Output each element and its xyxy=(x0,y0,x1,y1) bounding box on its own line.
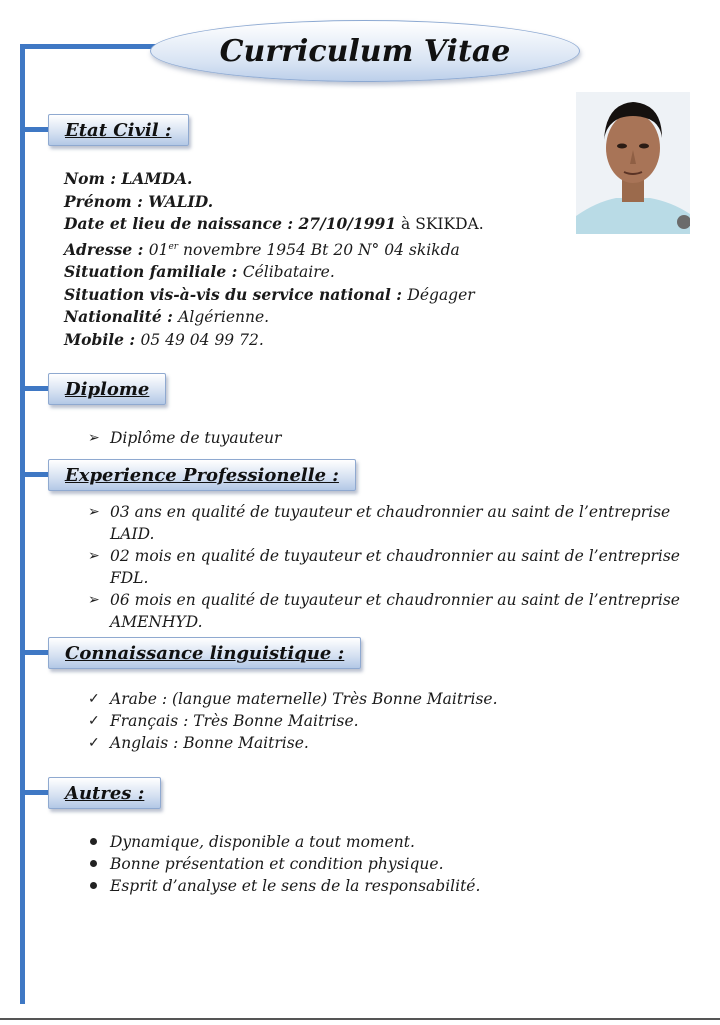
item-text: Français : Très Bonne Maitrise. xyxy=(110,712,359,730)
etat-civil-details xyxy=(64,168,534,351)
item-text: FDL. xyxy=(110,569,149,587)
list-item xyxy=(88,732,498,754)
timeline-line xyxy=(20,44,25,1004)
field-label: Situation familiale : xyxy=(64,262,243,282)
field-value: Célibataire. xyxy=(242,263,335,282)
section-title: Diplome xyxy=(65,378,150,400)
field-label: Mobile : xyxy=(64,329,141,349)
item-text: 02 mois en qualité de tuyauteur et chaudronnier au saint de l’entreprise xyxy=(110,547,680,565)
title-banner xyxy=(150,20,580,82)
section-header xyxy=(48,373,166,405)
list-item xyxy=(88,688,498,710)
naissance-line xyxy=(64,213,534,236)
langues-list xyxy=(88,688,498,754)
field-value: novembre 1954 Bt 20 N° 04 skikda xyxy=(178,240,460,259)
mobile-line xyxy=(64,329,534,352)
item-text: Diplôme de tuyauteur xyxy=(110,429,282,447)
list-item xyxy=(110,853,480,875)
list-item xyxy=(88,589,710,633)
field-label: Prénom : xyxy=(64,191,149,211)
field-label: Date et lieu de naissance : xyxy=(64,214,299,233)
field-label: Nom : xyxy=(64,169,122,188)
checkmark-icon: ✓ xyxy=(88,713,100,729)
service-line xyxy=(64,284,534,307)
adresse-line xyxy=(64,236,534,262)
list-item xyxy=(88,427,282,449)
section-header xyxy=(48,114,189,146)
field-value: LAMDA. xyxy=(121,169,193,188)
prenom-line xyxy=(64,191,534,214)
dot-bullet-icon xyxy=(90,838,97,845)
situation-line xyxy=(64,261,534,284)
item-text: 06 mois en qualité de tuyauteur et chaudronnier au saint de l’entreprise xyxy=(110,591,680,609)
item-text: 03 ans en qualité de tuyauteur et chaudronnier au saint de l’entreprise xyxy=(110,503,671,521)
section-header xyxy=(48,459,356,491)
arrow-bullet-icon: ➢ xyxy=(88,504,100,520)
item-text: Bonne présentation et condition physique. xyxy=(110,855,444,873)
page-title: Curriculum Vitae xyxy=(219,33,511,69)
arrow-bullet-icon: ➢ xyxy=(88,548,100,564)
list-item xyxy=(88,545,710,589)
list-item xyxy=(110,831,480,853)
section-header xyxy=(48,777,161,809)
field-value: Dégager xyxy=(407,285,475,304)
superscript: er xyxy=(168,241,179,252)
nationalite-line xyxy=(64,306,534,329)
item-text: Dynamique, disponible a tout moment. xyxy=(110,833,415,851)
page-bottom-edge xyxy=(0,1018,720,1020)
arrow-bullet-icon: ➢ xyxy=(88,592,100,608)
field-value: Algérienne. xyxy=(178,308,270,327)
section-title: Experience Professionelle : xyxy=(65,464,339,486)
autres-list xyxy=(110,831,480,897)
field-label: Nationalité : xyxy=(64,307,179,327)
field-value: 01 xyxy=(148,240,169,259)
item-text: Anglais : Bonne Maitrise. xyxy=(110,734,309,752)
field-value: 27/10/1991 xyxy=(298,214,397,233)
field-value: 05 49 04 99 72. xyxy=(140,330,264,349)
field-label: Adresse : xyxy=(64,239,149,259)
checkmark-icon: ✓ xyxy=(88,735,100,751)
item-text: LAID. xyxy=(110,525,155,543)
field-value: à SKIKDA. xyxy=(396,215,484,233)
item-text: Arabe : (langue maternelle) Très Bonne Maitrise. xyxy=(110,690,498,708)
section-title: Autres : xyxy=(65,782,145,804)
list-item xyxy=(88,501,710,545)
profile-photo xyxy=(576,92,690,234)
timeline-branch xyxy=(20,44,160,49)
field-label: Situation vis-à-vis du service national : xyxy=(64,284,408,304)
section-header xyxy=(48,637,361,669)
dot-bullet-icon xyxy=(90,882,97,889)
nom-line xyxy=(64,168,534,191)
field-value: WALID. xyxy=(148,191,214,211)
section-title: Etat Civil : xyxy=(65,119,172,141)
item-text: Esprit d’analyse et le sens de la responsabilité. xyxy=(110,877,481,895)
arrow-bullet-icon: ➢ xyxy=(88,430,100,446)
list-item xyxy=(88,710,498,732)
list-item xyxy=(110,875,480,897)
checkmark-icon: ✓ xyxy=(88,691,100,707)
diplome-list xyxy=(88,427,282,449)
dot-bullet-icon xyxy=(90,860,97,867)
section-title: Connaissance linguistique : xyxy=(65,642,345,664)
portrait-image xyxy=(576,92,690,234)
item-text: AMENHYD. xyxy=(110,613,203,631)
experience-list xyxy=(88,501,710,633)
